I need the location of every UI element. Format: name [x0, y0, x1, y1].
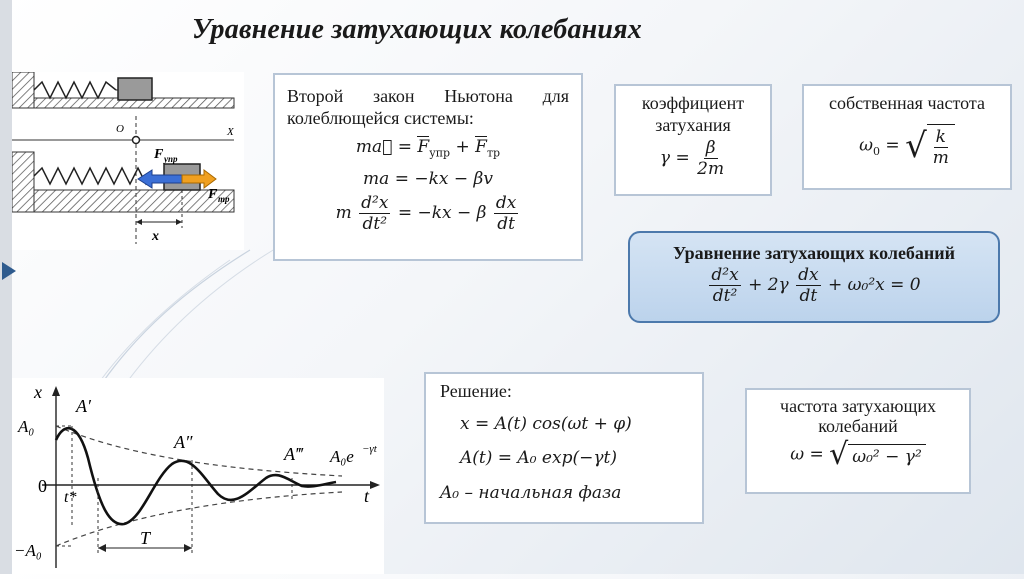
- newton-eq1-lhs: ma⃗ =: [355, 137, 413, 157]
- damped-frequency-box: [745, 388, 971, 494]
- damped-equation-box: [628, 231, 1000, 323]
- newton-eq3: [287, 193, 569, 234]
- damped-freq-lhs: ω =: [790, 444, 824, 465]
- friction-force-sub: тр: [218, 194, 230, 204]
- solution-eq2: A(t) = A₀ exp(−γt): [460, 448, 617, 468]
- graph-canvas: [12, 378, 384, 574]
- damped-equation-heading: Уравнение затухающих колебаний: [672, 243, 956, 263]
- graph-envelope-label: A₀e: [330, 447, 354, 466]
- newton-eq1-f2-sub: тр: [486, 146, 501, 160]
- lower-envelope: [56, 492, 342, 546]
- damped-oscillation-graph: [12, 378, 384, 574]
- solution-box: [424, 372, 704, 524]
- natural-lhs-sub: 0: [873, 144, 880, 158]
- damping-coefficient-box: [614, 84, 772, 196]
- damped-freq-label-line2: колебаний: [818, 416, 898, 436]
- damped-tail: + ω₀²x = 0: [828, 275, 921, 295]
- damped-freq-label-line1: частота затухающих: [780, 396, 936, 416]
- newton-eq2: ma = −kx − βv: [363, 169, 493, 190]
- sqrt-symbol-icon: √ ω₀² − γ²: [829, 440, 926, 470]
- natural-eq: =: [885, 135, 900, 156]
- spring-mass-figure: [12, 72, 244, 250]
- damping-lhs: γ =: [659, 148, 690, 168]
- solution-heading: Решение:: [440, 381, 512, 401]
- damping-label-line2: затухания: [655, 115, 731, 135]
- newton-eq3-frac-num: d²x: [361, 193, 389, 214]
- spring-force-label: F: [154, 147, 164, 162]
- damped-frac1-den: dt²: [712, 286, 738, 306]
- graph-peak1-label: A′: [76, 396, 91, 416]
- spring-force-sub: упр: [164, 154, 178, 164]
- damping-frac-den: 2m: [697, 159, 725, 179]
- graph-y-axis-label: x: [34, 382, 42, 402]
- friction-force-label: F: [208, 187, 218, 202]
- natural-formula: [808, 124, 1006, 168]
- damped-frac2-num: dx: [798, 265, 819, 285]
- graph-origin-label: 0: [38, 476, 47, 496]
- graph-peak3-label: A‴: [284, 444, 303, 464]
- newton-heading: Второй закон Ньютона для колеблющейся системы:: [287, 86, 569, 128]
- newton-eq3-frac2-den: dt: [497, 214, 515, 235]
- graph-period-label: T: [140, 528, 151, 548]
- origin-label: O: [116, 123, 124, 135]
- natural-frequency-box: [802, 84, 1012, 190]
- graph-a0-label: A₀: [18, 417, 35, 436]
- natural-lhs: ω: [859, 135, 873, 156]
- damping-frac-num: β: [705, 138, 716, 158]
- axis-x-label: X: [227, 126, 234, 138]
- spring-mass-diagram: [12, 72, 244, 250]
- solution-note-text: A₀ – начальная фаза: [440, 483, 622, 503]
- slide-title: Уравнение затухающих колебаниях: [192, 14, 642, 45]
- damped-equation-formula: [630, 265, 998, 306]
- graph-envelope-exp: −γt: [362, 443, 377, 455]
- newton-eq3-m: m: [335, 203, 352, 224]
- newton-eq1-plus: +: [455, 137, 470, 157]
- damped-frac1-num: d²x: [711, 265, 739, 285]
- newton-eq3-frac2-num: dx: [495, 193, 517, 214]
- natural-frac-num: k: [935, 127, 946, 147]
- newton-eq1-f2: F: [475, 137, 487, 157]
- solution-eq1: x = A(t) cos(ωt + φ): [460, 414, 632, 434]
- newton-law-box: [273, 73, 583, 261]
- newton-eq3-mid: = −kx − β: [397, 203, 487, 224]
- graph-x-axis-label: t: [364, 486, 370, 506]
- graph-tstar-label: t*: [64, 489, 77, 506]
- newton-eq1-f1-sub: упр: [429, 146, 451, 160]
- natural-label: собственная частота: [829, 93, 985, 113]
- newton-eq1-f1: F: [417, 137, 430, 157]
- damped-freq-radicand: ω₀² − γ²: [848, 444, 926, 467]
- newton-eq3-frac-den: dt²: [362, 214, 388, 235]
- graph-peak2-label: A″: [174, 432, 193, 452]
- damped-freq-formula: [751, 437, 965, 472]
- solution-note: [440, 482, 688, 503]
- natural-frac-den: m: [932, 148, 949, 168]
- damping-formula: [620, 138, 766, 179]
- newton-eq1: [287, 137, 569, 159]
- damped-plus1: + 2γ: [748, 275, 789, 295]
- damped-frac2-den: dt: [799, 286, 818, 306]
- damping-label-line1: коэффициент: [641, 93, 745, 113]
- graph-neg-a0-label: −A₀: [14, 541, 42, 560]
- sqrt-symbol-icon: √ $\frac{k}{m}$: [905, 124, 955, 168]
- displacement-label: x: [152, 229, 159, 244]
